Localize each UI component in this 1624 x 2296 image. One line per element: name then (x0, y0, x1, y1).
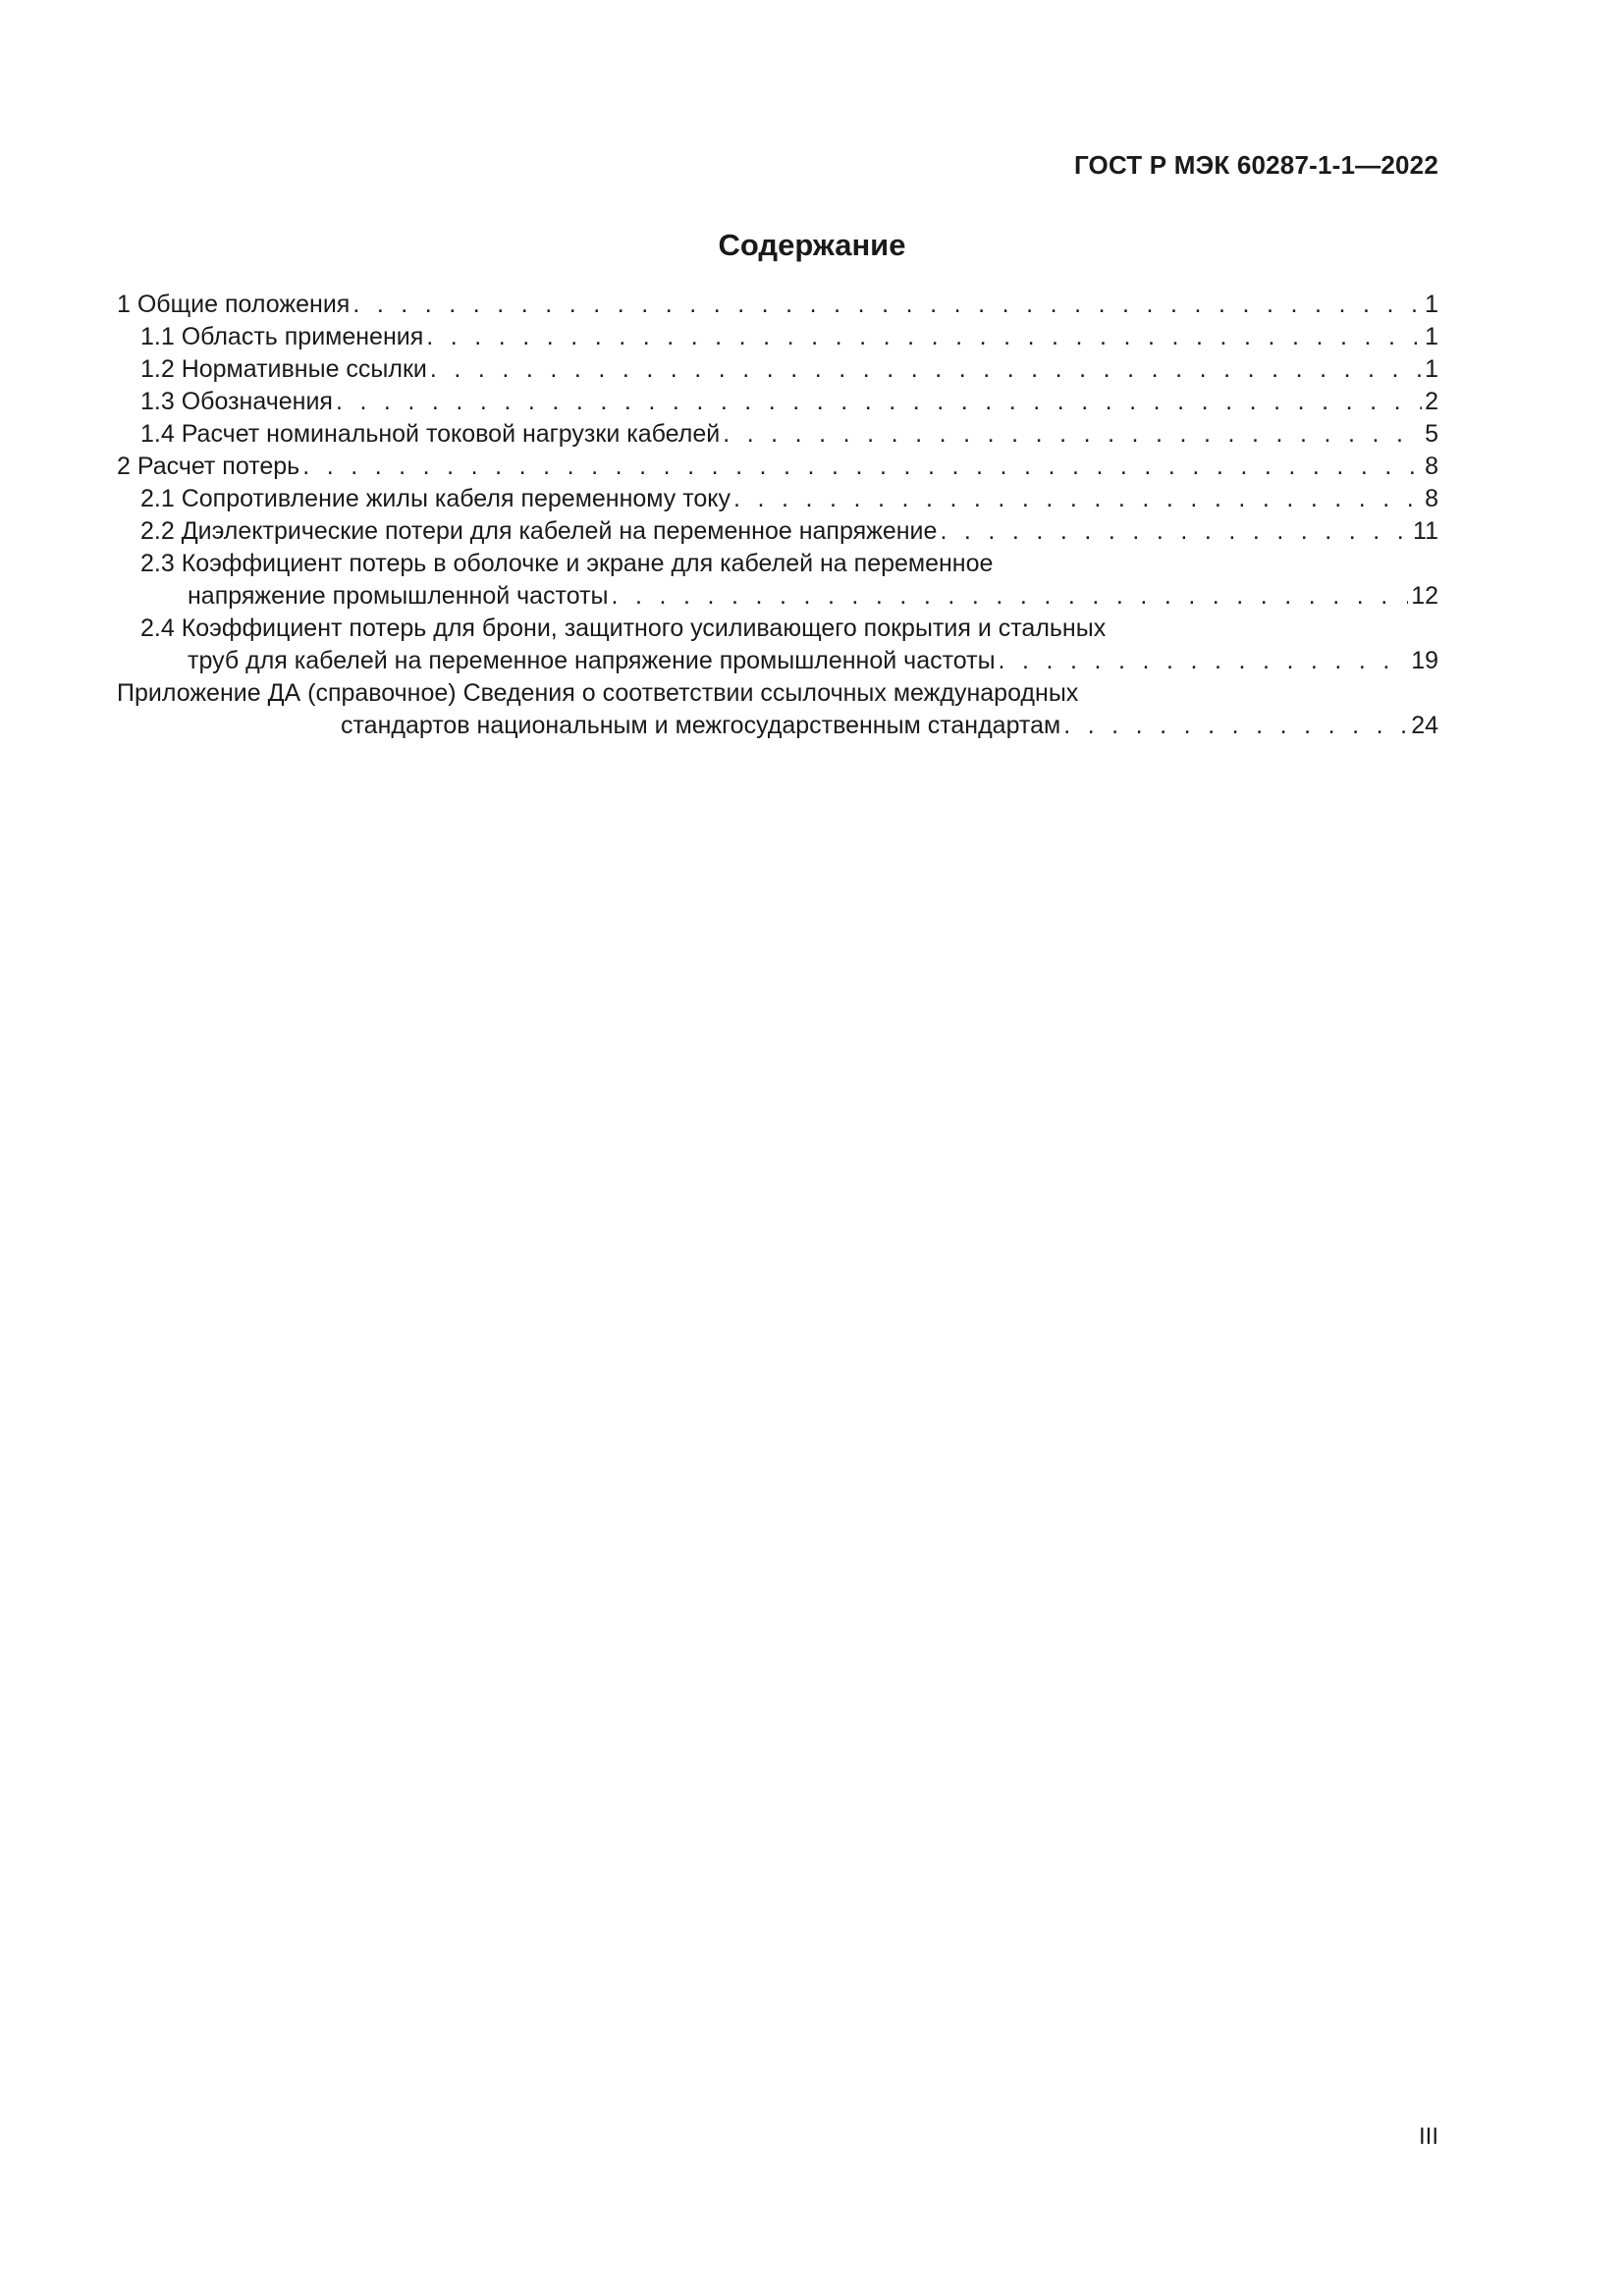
toc-leader-dots (336, 386, 1422, 418)
toc-entry-text: 1.4 Расчет номинальной токовой нагрузки кабелей (140, 420, 721, 448)
toc-entry-page: 5 (1425, 420, 1438, 448)
toc-entry-page: 2 (1425, 388, 1438, 415)
toc-leader-dots (940, 515, 1410, 548)
toc-entry-text: 1.1 Область применения (140, 323, 424, 350)
toc-entry-2-2[interactable] (117, 515, 1438, 548)
toc-entry-1-4[interactable] (117, 418, 1438, 451)
toc-entry-page: 1 (1425, 355, 1438, 383)
toc-entry-text: 2.2 Диэлектрические потери для кабелей на переменное напряжение (140, 517, 938, 545)
toc-entry-2-3[interactable] (117, 548, 1438, 613)
toc-entry-page: 19 (1411, 647, 1438, 674)
toc-entry-text: 1 Общие положения (117, 291, 351, 318)
toc-entry-text-line2: труб для кабелей на переменное напряжение промышленной частоты (188, 647, 996, 674)
toc-leader-dots (999, 645, 1409, 677)
toc-leader-dots (430, 353, 1422, 386)
toc-entry-2-4[interactable] (117, 613, 1438, 677)
toc-entry-text-line1: Приложение ДА (справочное) Сведения о соответствии ссылочных международных (117, 679, 1079, 707)
document-code: ГОСТ Р МЭК 60287-1-1—2022 (1073, 150, 1438, 180)
toc-leader-dots (733, 483, 1422, 515)
toc-entry-text: 1.3 Обозначения (140, 388, 333, 415)
toc-entry-page: 12 (1411, 582, 1438, 610)
toc-entry-page: 8 (1425, 485, 1438, 512)
toc-leader-dots (352, 289, 1422, 321)
toc-entry-text-line1: 2.3 Коэффициент потерь в оболочке и экране для кабелей на переменное (140, 550, 994, 577)
toc-entry-1-1[interactable] (117, 321, 1438, 353)
toc-entry-text: 2.1 Сопротивление жилы кабеля переменному току (140, 485, 731, 512)
toc-leader-dots (302, 451, 1422, 483)
toc-entry-page: 1 (1425, 323, 1438, 350)
toc-leader-dots (723, 418, 1422, 451)
toc-entry-text-line2: стандартов национальным и межгосударственным стандартам (341, 712, 1061, 739)
page-number: III (1418, 2123, 1438, 2150)
toc-entry-text: 1.2 Нормативные ссылки (140, 355, 427, 383)
toc-entry-1[interactable] (117, 289, 1438, 321)
toc-entry-1-3[interactable] (117, 386, 1438, 418)
toc-entry-annex-da[interactable] (117, 677, 1438, 742)
toc-entry-text-line1: 2.4 Коэффициент потерь для брони, защитного усиливающего покрытия и стальных (140, 614, 1107, 642)
toc-entry-page: 1 (1425, 291, 1438, 318)
toc-entry-text-line2: напряжение промышленной частоты (188, 582, 609, 610)
toc-entry-2[interactable] (117, 451, 1438, 483)
toc-leader-dots (1063, 710, 1408, 742)
toc-entry-page: 24 (1411, 712, 1438, 739)
toc-entry-2-1[interactable] (117, 483, 1438, 515)
toc-entry-page: 8 (1425, 453, 1438, 480)
toc-title: Содержание (718, 228, 906, 262)
toc-entry-1-2[interactable] (117, 353, 1438, 386)
toc-leader-dots (426, 321, 1422, 353)
toc-entry-page: 11 (1413, 517, 1438, 545)
table-of-contents (117, 289, 1438, 742)
toc-leader-dots (612, 580, 1409, 613)
toc-entry-text: 2 Расчет потерь (117, 453, 300, 480)
